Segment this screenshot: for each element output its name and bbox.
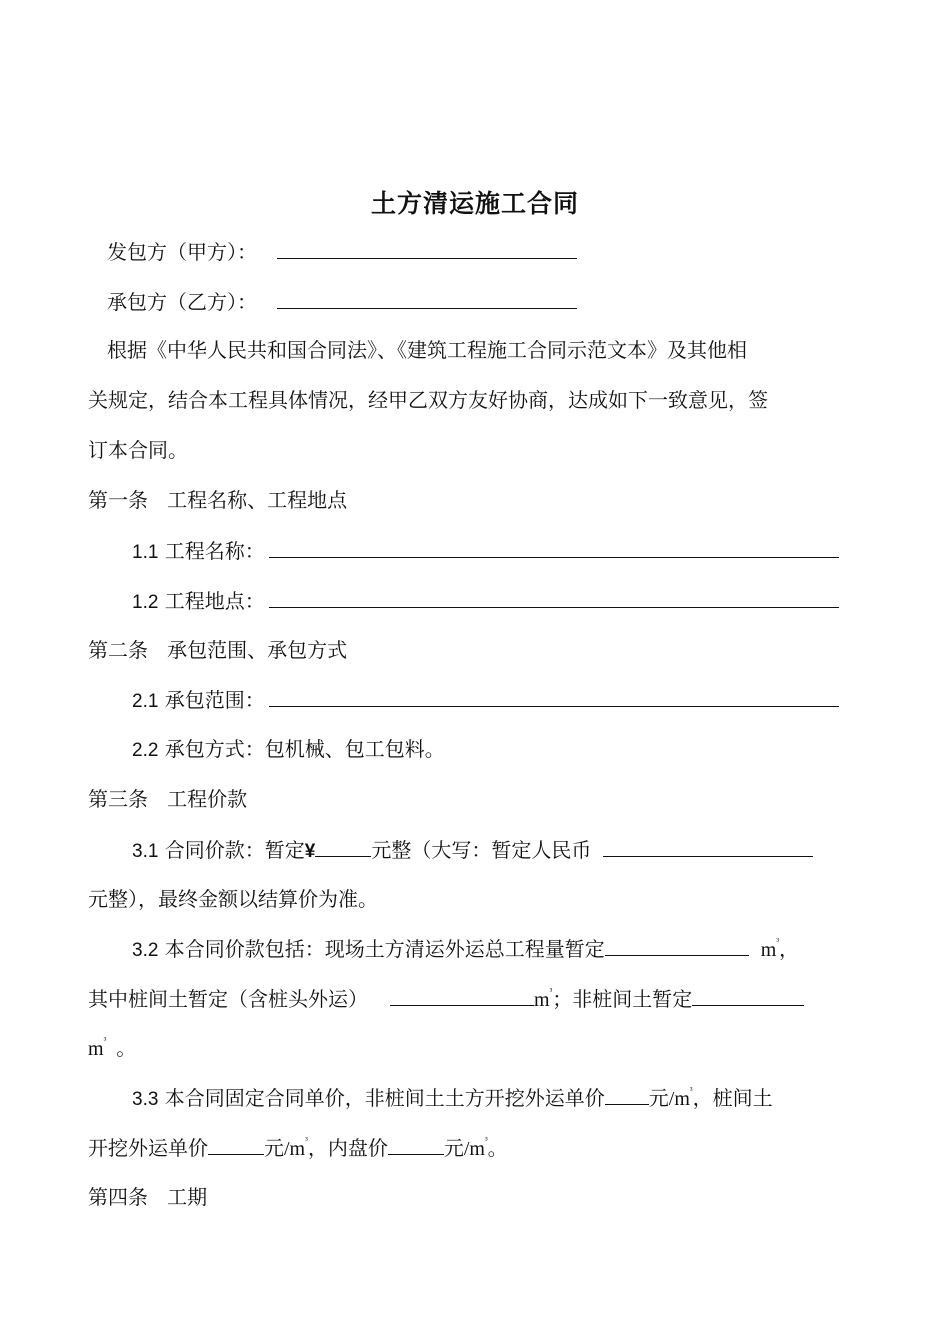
price-words-label: 元整（大写：暂定人民币 [371, 838, 592, 862]
article3-item3 [132, 1082, 773, 1112]
article1-item2 [132, 585, 839, 615]
cubic-meter-unit: $m^{^3}$ [760, 936, 780, 961]
inner-price-label: ，内盘价 [307, 1136, 388, 1160]
total-volume-label: 本合同价款包括：现场土方清运外运总工程量暂定 [164, 937, 605, 961]
project-name-label: 工程名称： [164, 539, 265, 563]
cubic-meter-unit: $m^{^3}$ [88, 1035, 107, 1060]
period: 。 [487, 1136, 508, 1160]
item-number: 2.2 [132, 740, 159, 761]
article3-item3-cont [88, 1132, 508, 1162]
item-number: 3.2 [132, 940, 159, 961]
item-number: 2.1 [132, 691, 159, 712]
yuan-per-cubic-meter-unit: 元$/m^{^3}$ [264, 1135, 308, 1160]
contract-mode-text: 承包方式：包机械、包工包料。 [164, 737, 445, 761]
contract-scope-blank[interactable] [269, 684, 839, 707]
contract-price-label: 合同价款：暂定 [164, 838, 305, 862]
item-number: 3.1 [132, 841, 159, 862]
yuan-per-cubic-meter-unit: 元$/m^{^3}$ [648, 1085, 693, 1110]
party-a-blank[interactable] [277, 236, 577, 259]
party-b-row [107, 286, 577, 316]
non-pile-price-label: 本合同固定合同单价，非桩间土土方开挖外运单价 [164, 1086, 605, 1110]
party-a-row [107, 236, 577, 266]
project-location-blank[interactable] [269, 585, 839, 608]
item-number: 1.1 [132, 542, 159, 563]
article2-heading: 第二条 承包范围、承包方式 [88, 638, 348, 662]
item-number: 3.3 [132, 1089, 159, 1110]
article3-item2-end [88, 1033, 136, 1063]
pile-soil-label: 其中桩间土暂定（含桩头外运） [88, 987, 368, 1011]
contract-scope-label: 承包范围： [164, 688, 265, 712]
total-volume-blank[interactable] [605, 933, 749, 956]
article2-item2 [132, 734, 445, 764]
contract-title: 土方清运施工合同 [370, 189, 579, 218]
non-pile-soil-blank[interactable] [692, 983, 804, 1006]
article3-item1-cont: 元整），最终金额以结算价为准。 [88, 887, 378, 911]
preamble-line-3: 订本合同。 [88, 438, 188, 462]
party-b-blank[interactable] [277, 286, 577, 309]
pile-soil-price-blank[interactable] [208, 1132, 264, 1155]
comma: ， [779, 937, 800, 961]
article3-item2-cont [88, 983, 804, 1013]
article1-item1 [132, 535, 839, 565]
article3-item1 [132, 834, 813, 864]
article1-heading: 第一条 工程名称、工程地点 [88, 488, 348, 512]
excavation-price-label: 开挖外运单价 [88, 1136, 208, 1160]
article3-item2 [132, 933, 799, 963]
price-words-blank[interactable] [603, 834, 813, 857]
party-a-label: 发包方（甲方）： [107, 240, 257, 264]
pile-soil-price-label: ，桩间土 [692, 1086, 773, 1110]
inner-price-blank[interactable] [388, 1132, 444, 1155]
article4-heading: 第四条 工期 [88, 1185, 208, 1209]
period: 。 [116, 1036, 137, 1060]
price-amount-blank[interactable] [315, 834, 371, 857]
yuan-per-cubic-meter-unit: 元$/m^{^3}$ [443, 1135, 488, 1160]
currency-symbol: ¥ [304, 841, 316, 862]
non-pile-price-blank[interactable] [605, 1082, 649, 1105]
article2-item1 [132, 684, 839, 714]
party-b-label: 承包方（乙方）： [107, 290, 257, 314]
project-name-blank[interactable] [269, 535, 839, 558]
preamble-line-1: 根据《中华人民共和国合同法》、《建筑工程施工合同示范文本》及其他相 [107, 338, 747, 362]
article3-heading: 第三条 工程价款 [88, 787, 248, 811]
item-number: 1.2 [132, 592, 159, 613]
project-location-label: 工程地点： [164, 589, 265, 613]
non-pile-soil-label: ；非桩间土暂定 [552, 987, 693, 1011]
pile-soil-blank[interactable] [390, 983, 534, 1006]
preamble-line-2: 关规定，结合本工程具体情况，经甲乙双方友好协商，达成如下一致意见，签 [88, 388, 768, 412]
cubic-meter-unit: $m^{^3}$ [534, 986, 553, 1011]
